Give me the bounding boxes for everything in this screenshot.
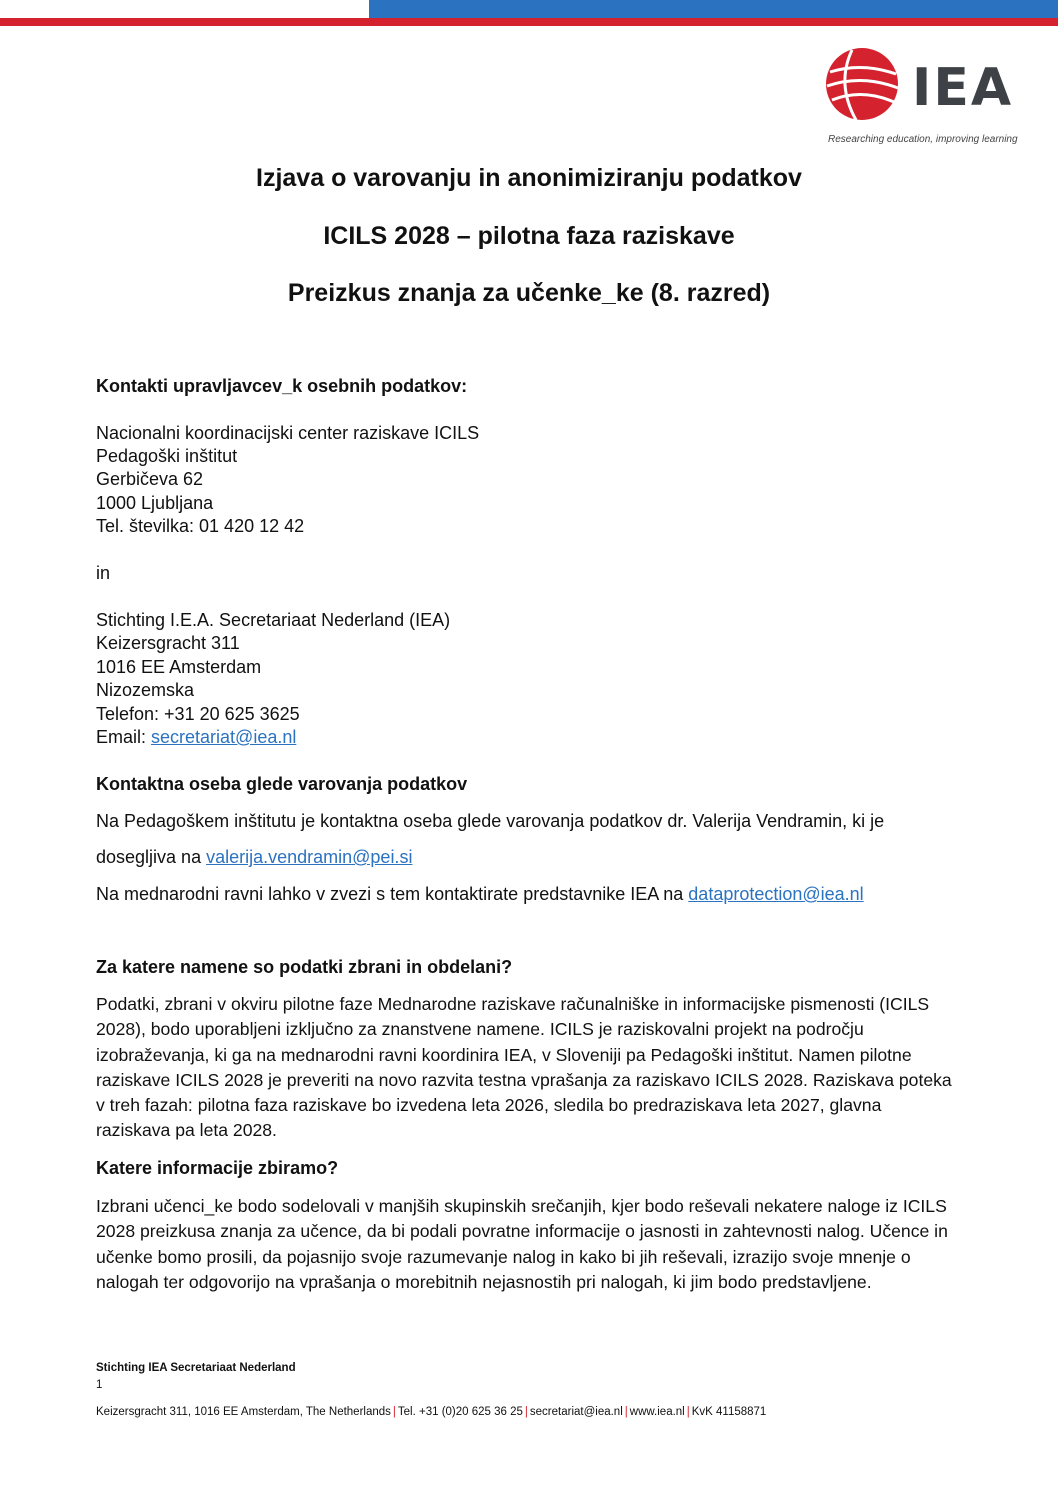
- footer-part: Keizersgracht 311, 1016 EE Amsterdam, The Netherlands: [96, 1406, 391, 1418]
- address-line: Keizersgracht 311: [96, 633, 240, 653]
- protection-text: Na mednarodni ravni lahko v zvezi s tem kontaktirate predstavnike IEA na: [96, 884, 689, 904]
- protection-text: dosegljiva na: [96, 847, 207, 867]
- footer-part: www.iea.nl: [629, 1406, 685, 1418]
- purpose-heading: Za katere namene so podatki zbrani in obdelani?: [96, 957, 513, 977]
- footer-part: Tel. +31 (0)20 625 36 25: [397, 1406, 523, 1418]
- vendramin-email-link[interactable]: valerija.vendramin@pei.si: [206, 847, 413, 867]
- address-line: Gerbičeva 62: [96, 469, 204, 489]
- iea-logo: [822, 44, 1032, 144]
- separator: |: [624, 1406, 628, 1418]
- separator: |: [686, 1406, 690, 1418]
- header-blue-bar: [369, 0, 1058, 19]
- address-line: Stichting I.E.A. Secretariaat Nederland (IEA): [96, 610, 451, 630]
- doc-title: Izjava o varovanju in anonimiziranju podatkov: [256, 164, 802, 192]
- info-paragraph: Izbrani učenci_ke bodo sodelovali v manjših skupinskih srečanjih, kjer bodo reševali nekatere naloge iz ICILS 2028 preizkusa znanja za učence, da bi podali povratne informacije o jasnosti in zahtevnosti nalog. Učence in učenke bomo prosili, da pojasnijo svoje razumevanje nalog in kako bi jih reševali, izrazijo svoje mnenje o nalogah ter odgovorijo na vprašanja o morebitnih nejasnostih pri nalogah, ki jim bodo predstavljene.: [96, 1196, 948, 1292]
- address-line: Nacionalni koordinacijski center raziskave ICILS: [96, 423, 480, 443]
- info-heading: Katere informacije zbiramo?: [96, 1158, 339, 1178]
- address-line: 1000 Ljubljana: [96, 493, 214, 513]
- protection-line: [96, 847, 412, 868]
- footer-address: [96, 1406, 766, 1418]
- page-number: 1: [96, 1379, 103, 1391]
- header-red-bar: [0, 18, 1058, 26]
- globe-icon: [822, 44, 906, 128]
- address-line: Pedagoški inštitut: [96, 446, 238, 466]
- logo-wordmark: IEA: [912, 58, 1014, 118]
- protection-heading: Kontaktna oseba glede varovanja podatkov: [96, 774, 468, 794]
- address-line: Tel. številka: 01 420 12 42: [96, 516, 305, 536]
- footer-part: secretariat@iea.nl: [529, 1406, 623, 1418]
- footer-org: Stichting IEA Secretariaat Nederland: [96, 1362, 296, 1374]
- address-line: Telefon: +31 20 625 3625: [96, 704, 300, 724]
- separator: |: [524, 1406, 528, 1418]
- email-line: [96, 727, 296, 748]
- conjunction: in: [96, 563, 111, 583]
- doc-subtitle-2: Preizkus znanja za učenke_ke (8. razred): [287, 279, 771, 307]
- separator: |: [392, 1406, 396, 1418]
- footer-part: KvK 41158871: [691, 1406, 767, 1418]
- address-line: 1016 EE Amsterdam: [96, 657, 262, 677]
- logo-tagline: Researching education, improving learning: [828, 134, 1018, 145]
- protection-line: [96, 884, 864, 905]
- contacts-heading: Kontakti upravljavcev_k osebnih podatkov:: [96, 376, 468, 396]
- protection-line: Na Pedagoškem inštitutu je kontaktna oseba glede varovanja podatkov dr. Valerija Vendramin, ki je: [96, 811, 885, 831]
- doc-subtitle: ICILS 2028 – pilotna faza raziskave: [323, 222, 735, 250]
- email-label: Email:: [96, 727, 152, 747]
- purpose-paragraph: Podatki, zbrani v okviru pilotne faze Mednarodne raziskave računalniške in informacijske pismenosti (ICILS 2028), bodo uporabljeni izključno za znanstvene namene. ICILS je raziskovalni projekt na področju izobraževanja, ki ga na mednarodni ravni koordinira IEA, v Sloveniji pa Pedagoški inštitut. Namen pilotne raziskave ICILS 2028 je preveriti na novo razvita testna vprašanja za raziskavo ICILS 2028. Raziskava poteka v treh fazah: pilotna faza raziskave bo izvedena leta 2026, sledila bo predraziskava leta 2027, glavna raziskava pa leta 2028.: [96, 994, 952, 1141]
- address-line: Nizozemska: [96, 680, 195, 700]
- secretariat-email-link[interactable]: secretariat@iea.nl: [151, 727, 297, 747]
- dataprotection-email-link[interactable]: dataprotection@iea.nl: [688, 884, 864, 904]
